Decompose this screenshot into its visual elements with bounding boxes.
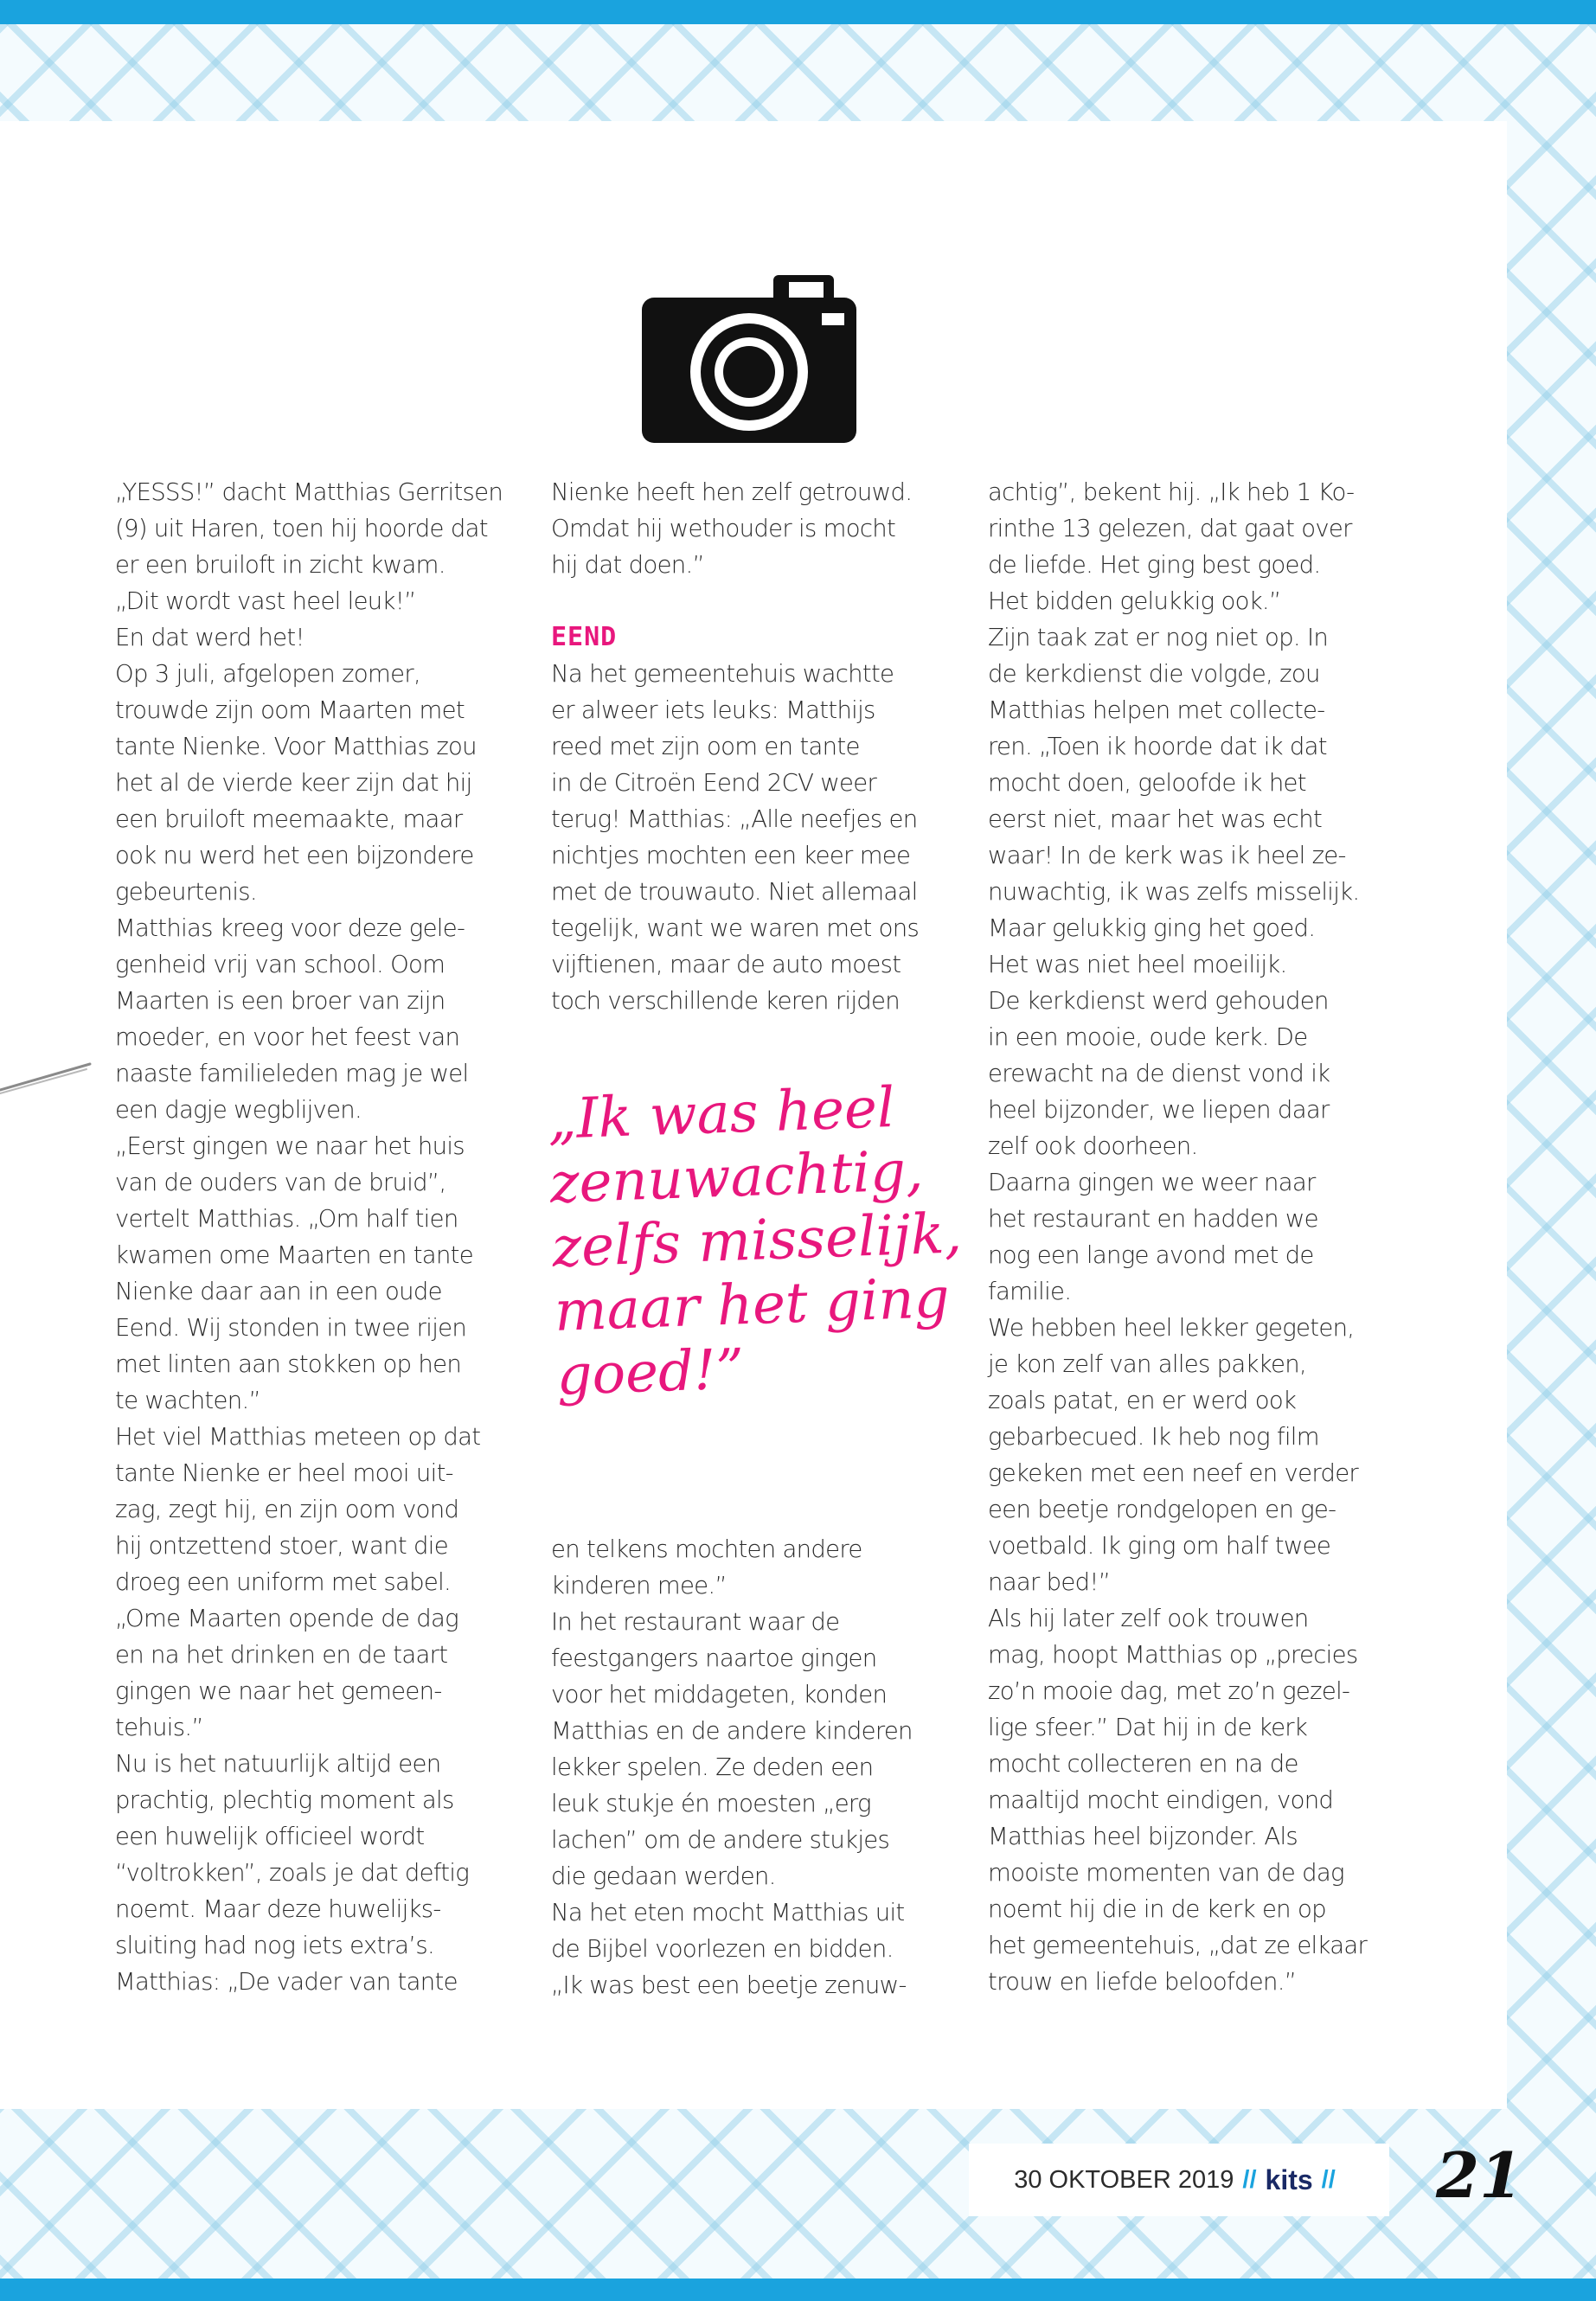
text-line: er alweer iets leuks: Matthijs [551, 696, 875, 724]
text-line: reed met zijn oom en tante [551, 733, 860, 760]
text-line: mocht doen, geloofde ik het [988, 769, 1306, 797]
column-3 [988, 474, 1401, 2000]
text-line: ren. „Toen ik hoorde dat ik dat [988, 733, 1327, 760]
text-line: waar! In de kerk was ik heel ze- [988, 842, 1346, 869]
text-line: genheid vrij van school. Oom [115, 951, 445, 978]
text-line: zoals patat, en er werd ook [988, 1387, 1297, 1414]
text-line: maar het ging [553, 1266, 951, 1344]
text-line: prachtig, plechtig moment als [115, 1786, 454, 1814]
text-line: familie. [988, 1278, 1072, 1305]
page-number: 21 [1436, 2138, 1523, 2212]
text-line: Na het eten mocht Matthias uit [551, 1899, 905, 1926]
text-line: “voltrokken”, zoals je dat deftig [115, 1859, 470, 1887]
text-line: Matthias: „De vader van tante [115, 1968, 458, 1996]
text-line: „YESSS!” dacht Matthias Gerritsen [115, 478, 503, 506]
text-line: kinderen mee.” [551, 1572, 727, 1599]
camera-icon [638, 270, 860, 446]
footer-separator-end: // [1321, 2165, 1336, 2194]
text-line: En dat werd het! [115, 624, 304, 651]
text-line: sluiting had nog iets extra’s. [115, 1932, 434, 1959]
text-line: nog een lange avond met de [988, 1241, 1314, 1269]
text-line: erewacht na de dienst vond ik [988, 1060, 1330, 1087]
text-line: het gemeentehuis, „dat ze elkaar [988, 1932, 1368, 1959]
text-line: die gedaan werden. [551, 1862, 776, 1890]
text-line: mag, hoopt Matthias op „precies [988, 1641, 1358, 1669]
text-line: voor het middageten, konden [551, 1681, 888, 1708]
text-line: nichtjes mochten een keer mee [551, 842, 911, 869]
text-line: noemt hij die in de kerk en op [988, 1895, 1326, 1923]
text-line: het restaurant en hadden we [988, 1205, 1318, 1233]
text-line: terug! Matthias: „Alle neefjes en [551, 805, 918, 833]
text-line: zelf ook doorheen. [988, 1132, 1198, 1160]
text-line: Nu is het natuurlijk altijd een [115, 1750, 441, 1778]
text-line: gingen we naar het gemeen- [115, 1677, 442, 1705]
text-line: Op 3 juli, afgelopen zomer, [115, 660, 420, 688]
text-line: Het bidden gelukkig ook.” [988, 587, 1281, 615]
text-line: Na het gemeentehuis wachtte [551, 660, 894, 688]
text-line: een beetje rondgelopen en ge- [988, 1496, 1336, 1523]
text-line: „Ik was heel [547, 1076, 896, 1152]
text-line: je kon zelf van alles pakken, [988, 1350, 1307, 1378]
section-heading: EEND [551, 622, 618, 652]
text-line: goed!” [555, 1337, 746, 1408]
text-line: te wachten.” [115, 1387, 261, 1414]
text-line: zelfs misselijk, [551, 1202, 964, 1280]
text-line: noemt. Maar deze huwelijks- [115, 1895, 441, 1923]
text-line: Als hij later zelf ook trouwen [988, 1605, 1309, 1632]
text-line: lekker spelen. Ze deden een [551, 1753, 874, 1781]
text-line: Omdat hij wethouder is mocht [551, 515, 896, 542]
column-2-top [551, 474, 965, 583]
text-line: tante Nienke er heel mooi uit- [115, 1459, 453, 1487]
text-line: zenuwachtig, [548, 1138, 925, 1216]
column-2-mid [551, 656, 965, 1019]
brand-name: kits [1265, 2163, 1313, 2195]
text-line: vijftienen, maar de auto moest [551, 951, 901, 978]
text-line: voetbald. Ik ging om half twee [988, 1532, 1331, 1560]
text-line: mooiste momenten van de dag [988, 1859, 1344, 1887]
text-line: een dagje wegblijven. [115, 1096, 362, 1124]
text-line: zag, zegt hij, en zijn oom vond [115, 1496, 459, 1523]
text-line: van de ouders van de bruid”, [115, 1169, 446, 1196]
text-line: er een bruiloft in zicht kwam. [115, 551, 445, 579]
text-line: Het was niet heel moeilijk. [988, 951, 1287, 978]
text-line: moeder, en voor het feest van [115, 1023, 460, 1051]
text-line: in een mooie, oude kerk. De [988, 1023, 1308, 1051]
text-line: het al de vierde keer zijn dat hij [115, 769, 472, 797]
text-line: de Bijbel voorlezen en bidden. [551, 1935, 894, 1963]
text-line: Daarna gingen we weer naar [988, 1169, 1316, 1196]
text-line: Maarten is een broer van zijn [115, 987, 445, 1015]
text-line: „Ik was best een beetje zenuw- [551, 1971, 907, 1999]
text-line: droeg een uniform met sabel. [115, 1568, 452, 1596]
text-line: kwamen ome Maarten en tante [115, 1241, 473, 1269]
text-line: „Eerst gingen we naar het huis [115, 1132, 465, 1160]
text-line: Eend. Wij stonden in twee rijen [115, 1314, 467, 1342]
text-line: Maar gelukkig ging het goed. [988, 914, 1316, 942]
text-line: achtig”, bekent hij. „Ik heb 1 Ko- [988, 478, 1355, 506]
text-line: lachen” om de andere stukjes [551, 1826, 890, 1854]
top-border-bar [0, 0, 1596, 24]
text-line: rinthe 13 gelezen, dat gaat over [988, 515, 1352, 542]
text-line: de kerkdienst die volgde, zou [988, 660, 1320, 688]
text-line: In het restaurant waar de [551, 1608, 840, 1636]
text-line: met linten aan stokken op hen [115, 1350, 462, 1378]
text-line: Het viel Matthias meteen op dat [115, 1423, 481, 1451]
text-line: gebeurtenis. [115, 878, 257, 906]
bottom-border-bar [0, 2279, 1596, 2301]
text-line: vertelt Matthias. „Om half tien [115, 1205, 458, 1233]
text-line: We hebben heel lekker gegeten, [988, 1314, 1355, 1342]
text-line: en telkens mochten andere [551, 1535, 862, 1563]
text-line: leuk stukje én moesten „erg [551, 1790, 871, 1817]
text-line: een huwelijk officieel wordt [115, 1823, 425, 1850]
text-line: feestgangers naartoe gingen [551, 1644, 877, 1672]
text-line: een bruiloft meemaakte, maar [115, 805, 463, 833]
text-line: mocht collecteren en na de [988, 1750, 1298, 1778]
text-line: Matthias heel bijzonder. Als [988, 1823, 1298, 1850]
text-line: naaste familieleden mag je wel [115, 1060, 469, 1087]
text-line: toch verschillende keren rijden [551, 987, 901, 1015]
text-line: „Dit wordt vast heel leuk!” [115, 587, 416, 615]
text-line: gebarbecued. Ik heb nog film [988, 1423, 1319, 1451]
text-line: maaltijd mocht eindigen, vond [988, 1786, 1334, 1814]
text-line: hij dat doen.” [551, 551, 705, 579]
text-line: tehuis.” [115, 1714, 203, 1741]
text-line: tante Nienke. Voor Matthias zou [115, 733, 477, 760]
column-1 [115, 474, 529, 2000]
text-line: naar bed!” [988, 1568, 1111, 1596]
text-line: ook nu werd het een bijzondere [115, 842, 474, 869]
text-line: De kerkdienst werd gehouden [988, 987, 1329, 1015]
pull-quote [547, 1073, 1008, 1408]
text-line: eerst niet, maar het was echt [988, 805, 1323, 833]
text-line: Matthias en de andere kinderen [551, 1717, 913, 1745]
text-line: Nienke daar aan in een oude [115, 1278, 442, 1305]
text-line: trouwde zijn oom Maarten met [115, 696, 465, 724]
text-line: nuwachtig, ik was zelfs misselijk. [988, 878, 1360, 906]
text-line: Matthias helpen met collecte- [988, 696, 1325, 724]
text-line: Matthias kreeg voor deze gele- [115, 914, 465, 942]
text-line: hij ontzettend stoer, want die [115, 1532, 448, 1560]
column-2-bottom [551, 1531, 965, 2003]
text-line: en na het drinken en de taart [115, 1641, 448, 1669]
text-line: „Ome Maarten opende de dag [115, 1605, 458, 1632]
text-line: trouw en liefde beloofden.” [988, 1968, 1297, 1996]
text-line: met de trouwauto. Niet allemaal [551, 878, 918, 906]
text-line: gekeken met een neef en verder [988, 1459, 1359, 1487]
text-line: lige sfeer.” Dat hij in de kerk [988, 1714, 1308, 1741]
text-line: (9) uit Haren, toen hij hoorde dat [115, 515, 488, 542]
footer-separator: // [1242, 2165, 1257, 2194]
text-line: zo’n mooie dag, met zo’n gezel- [988, 1677, 1350, 1705]
text-line: Zijn taak zat er nog niet op. In [988, 624, 1329, 651]
footer [969, 2144, 1389, 2216]
text-line: heel bijzonder, we liepen daar [988, 1096, 1330, 1124]
text-line: in de Citroën Eend 2CV weer [551, 769, 877, 797]
footer-date: 30 OKTOBER 2019 [1014, 2165, 1234, 2194]
text-line: tegelijk, want we waren met ons [551, 914, 920, 942]
text-line: Nienke heeft hen zelf getrouwd. [551, 478, 913, 506]
text-line: de liefde. Het ging best goed. [988, 551, 1321, 579]
pencil-stroke-decoration [0, 1055, 95, 1099]
